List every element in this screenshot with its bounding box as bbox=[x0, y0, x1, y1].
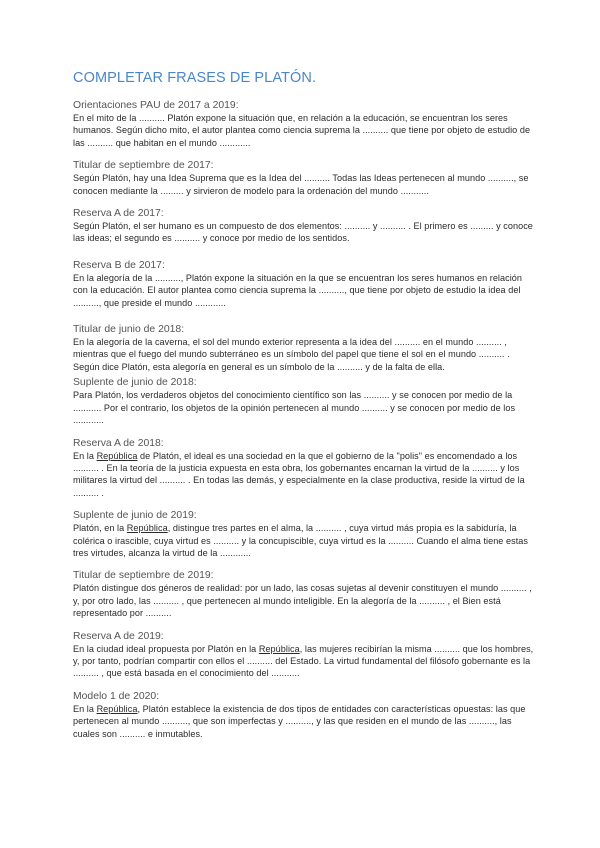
section-body bbox=[73, 703, 536, 740]
body-text-pre: En la bbox=[73, 703, 97, 714]
section-heading: Reserva A de 2019: bbox=[73, 630, 164, 642]
section-heading: Suplente de junio de 2018: bbox=[73, 377, 197, 389]
section-body: Para Platón, los verdaderos objetos del conocimiento científico son las .......... y se conocen por medio de la ........... Por el contrario, los objetos de la opinión pertenecen al mundo .......... y se conocen por medio de los ............ bbox=[73, 390, 516, 426]
body-text-post: , Platón establece la existencia de dos tipos de entidades con características opuestas: las que pertenecen al mundo .........., que son imperfectas y .........., y las que residen en el mundo de las .........., las cuales son .......... e inmutables. bbox=[73, 703, 526, 739]
body-text-pre: En la bbox=[73, 450, 97, 461]
section-heading: Titular de septiembre de 2019: bbox=[73, 570, 214, 582]
section-body bbox=[73, 643, 536, 680]
body-text-pre: Platón, en la bbox=[73, 523, 127, 534]
section-body: En la alegoría de la caverna, el sol del mundo exterior representa a la idea del .......... en el mundo .......... , mientras que el fuego del mundo subterráneo es un símbolo del papel que tiene el sol en el mundo .......... . Según dice Platón, esta alegoría en general es un símbolo de la .......... y de la falta de ella. bbox=[73, 337, 510, 372]
section-heading: Reserva A de 2017: bbox=[73, 208, 164, 220]
section-heading: Reserva A de 2018: bbox=[73, 437, 164, 449]
section-titular-jun-2018 bbox=[73, 323, 536, 373]
section-heading: Suplente de junio de 2019: bbox=[73, 510, 197, 522]
republica-link[interactable]: República bbox=[126, 523, 168, 534]
section-body: En la alegoría de la .........., Platón expone la situación en la que se encuentran los seres humanos en relación con la educación. El autor plantea como ciencia suprema la .........., que tiene por objeto de estudio la idea del .........., que preside el mundo ............ bbox=[73, 272, 522, 308]
section-body: Según Platón, el ser humano es un compuesto de dos elementos: .......... y .......... . El primero es ......... y conoce las ideas; el segundo es .......... y conoce por medio de los sentidos. bbox=[73, 221, 533, 244]
section-suplente-jun-2018 bbox=[73, 376, 536, 426]
body-text-post: , las mujeres recibirían la misma .......... que los hombres, y, por tanto, podrían compartir con ellos el .......... del Estado. La virtud fundamental del filósofo gobernante es la .......... , que está basada en el conocimiento del ........... bbox=[73, 643, 534, 679]
section-reserva-b-2017 bbox=[73, 259, 536, 309]
section-body: En el mito de la .......... Platón expone la situación que, en relación a la educación, se encuentran los seres humanos. Según dicho mito, el autor plantea como ciencia suprema la .......... que tiene por objeto de estudio de las .......... que habitan en el mundo ............ bbox=[73, 113, 531, 148]
section-heading: Modelo 1 de 2020: bbox=[73, 690, 160, 702]
section-heading: Titular de junio de 2018: bbox=[73, 324, 185, 336]
section-suplente-jun-2019 bbox=[73, 509, 536, 559]
section-body bbox=[73, 450, 536, 500]
section-body bbox=[73, 522, 536, 559]
section-body: Platón distingue dos géneros de realidad: por un lado, las cosas sujetas al devenir constituyen el mundo .......... , y, por otro lado, las .......... , que pertenecen al mundo inteligible. En la alegoría de la .......... , el Bien está representado por .......... bbox=[73, 583, 532, 619]
section-orientaciones-2017-2019 bbox=[73, 99, 536, 149]
section-titular-sep-2019 bbox=[73, 569, 536, 619]
document-title: COMPLETAR FRASES DE PLATÓN. bbox=[73, 70, 317, 86]
body-text-post: de Platón, el ideal es una sociedad en la que el gobierno de la "polis" es encomendado a los .......... . En la teoría de la justicia expuesta en esta obra, los gobernantes encarnan la virtud de la .......... y los militares la virtud del .......... . En todas las demás, y especialmente en la clase productiva, reside la virtud de la .......... . bbox=[73, 450, 525, 498]
republica-link[interactable]: República bbox=[258, 643, 300, 654]
section-body: Según Platón, hay una Idea Suprema que es la Idea del .......... Todas las Ideas pertenecen al mundo .........., se conocen mediante la ......... y sirvieron de modelo para la ordenación del mundo ........... bbox=[73, 173, 529, 196]
section-reserva-a-2019 bbox=[73, 630, 536, 680]
body-text-pre: En la ciudad ideal propuesta por Platón en la bbox=[73, 643, 259, 654]
section-titular-sep-2017 bbox=[73, 159, 536, 197]
section-reserva-a-2018 bbox=[73, 437, 536, 500]
republica-link[interactable]: República bbox=[96, 450, 138, 461]
body-text-post: , distingue tres partes en el alma, la .......... , cuya virtud más propia es la sabiduría, la colérica o irascible, cuya virtud es .......... y la concupiscible, cuya virtud es la .......... Cuando el alma tiene estas tres virtudes, alcanza la virtud de la ............ bbox=[73, 523, 528, 558]
section-heading: Reserva B de 2017: bbox=[73, 259, 165, 271]
section-reserva-a-2017 bbox=[73, 207, 536, 245]
republica-link[interactable]: República bbox=[96, 703, 138, 714]
section-modelo-1-2020 bbox=[73, 690, 536, 740]
section-heading: Orientaciones PAU de 2017 a 2019: bbox=[73, 100, 239, 111]
section-heading: Titular de septiembre de 2017: bbox=[73, 160, 214, 172]
